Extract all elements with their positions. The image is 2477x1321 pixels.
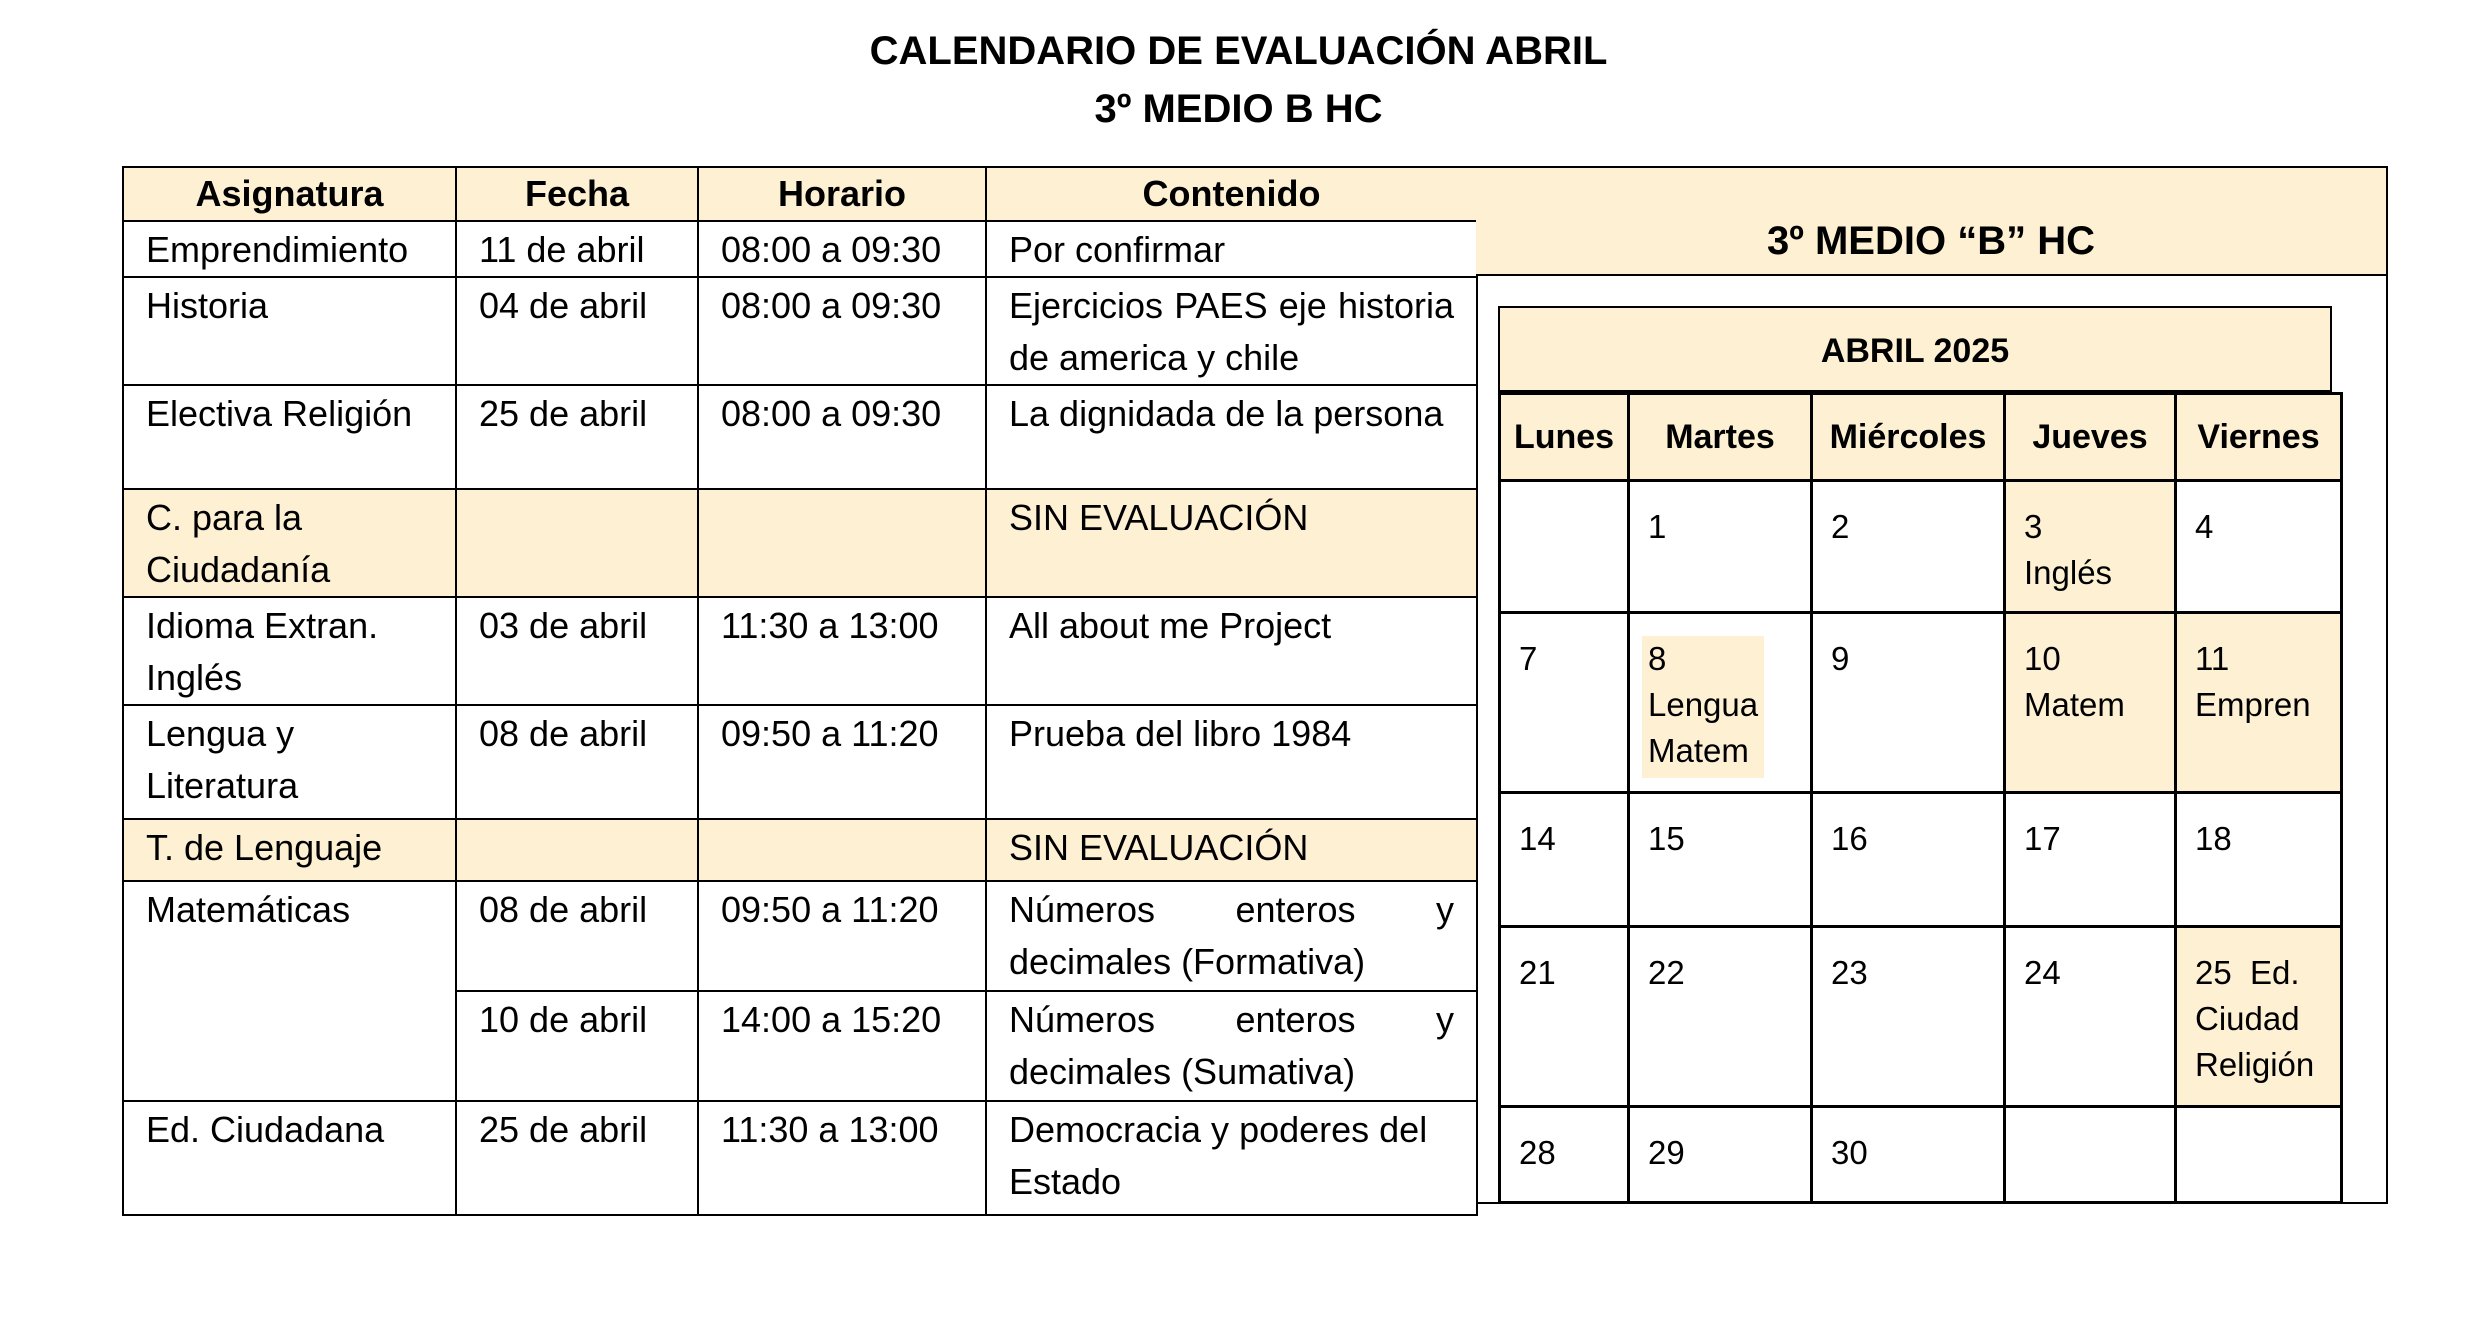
calendar-day-cell [1629,793,1812,927]
calendar-day-cell [2005,481,2176,613]
calendar-week-row [1500,1107,2342,1203]
day-number: 1 [1648,508,1667,545]
evaluation-note: Religión [2195,1046,2315,1083]
day-header-jueves: Jueves [2005,394,2176,481]
table-header-row [123,167,1477,221]
table-row [123,881,1477,991]
calendar-grid [1498,392,2343,1204]
calendar-day-cell [1812,927,2005,1107]
table-row [123,819,1477,881]
table-row [123,489,1477,597]
date-cell: 03 de abril [456,597,698,705]
calendar-day-cell [1812,1107,2005,1203]
calendar-day-cell [1629,481,1812,613]
subject-cell: Electiva Religión [123,385,456,489]
day-header-martes: Martes [1629,394,1812,481]
header-horario: Horario [698,167,986,221]
day-number: 3 [2024,508,2043,545]
calendar-day-cell [2005,613,2176,793]
day-number: 10 [2024,640,2061,677]
content-cell: Números enteros y decimales (Sumativa) [986,991,1477,1101]
subject-cell: Matemáticas [123,881,456,1101]
calendar-day-cell [1500,927,1629,1107]
evaluation-note: Ciudad [2195,1000,2300,1037]
day-header-viernes: Viernes [2176,394,2342,481]
day-header-lunes: Lunes [1500,394,1629,481]
calendar-day-cell [1812,613,2005,793]
time-cell [698,489,986,597]
header-asignatura: Asignatura [123,167,456,221]
content-cell: Prueba del libro 1984 [986,705,1477,819]
header-fecha: Fecha [456,167,698,221]
day-number: 25 Ed. [2195,954,2300,991]
calendar-week-row [1500,481,2342,613]
day-number: 21 [1519,954,1556,991]
calendar-day-cell [1812,793,2005,927]
date-cell: 08 de abril [456,881,698,991]
document-title: CALENDARIO DE EVALUACIÓN ABRIL [869,29,1608,73]
calendar-week-row [1500,793,2342,927]
subject-cell: Historia [123,277,456,385]
time-cell: 08:00 a 09:30 [698,385,986,489]
day-number: 28 [1519,1134,1556,1171]
content-cell: Por confirmar [986,221,1477,277]
evaluation-table [122,166,1478,1216]
calendar-day-cell [2176,481,2342,613]
day-number: 24 [2024,954,2061,991]
table-row [123,277,1477,385]
table-row [123,1101,1477,1215]
content-cell: Democracia y poderes del Estado [986,1101,1477,1215]
time-cell: 09:50 a 11:20 [698,881,986,991]
date-cell: 10 de abril [456,991,698,1101]
day-number: 16 [1831,820,1868,857]
calendar-day-cell [2176,613,2342,793]
day-header-miercoles: Miércoles [1812,394,2005,481]
table-row [123,597,1477,705]
time-cell: 11:30 a 13:00 [698,597,986,705]
day-number: 4 [2195,508,2214,545]
calendar-day-cell [2005,793,2176,927]
evaluation-note: Inglés [2024,554,2113,591]
time-cell: 09:50 a 11:20 [698,705,986,819]
calendar-day-cell [1629,1107,1812,1203]
day-number: 9 [1831,640,1850,677]
subject-cell: T. de Lenguaje [123,819,456,881]
calendar-day-cell [1500,793,1629,927]
date-cell: 25 de abril [456,1101,698,1215]
day-number: 23 [1831,954,1868,991]
day-number: 17 [2024,820,2061,857]
content-cell: Números enteros y decimales (Formativa) [986,881,1477,991]
content-cell: SIN EVALUACIÓN [986,489,1477,597]
date-cell [456,489,698,597]
table-row [123,221,1477,277]
day-number: 7 [1519,640,1538,677]
date-cell: 11 de abril [456,221,698,277]
day-number: 8 [1648,640,1667,677]
calendar-day-cell [2176,1107,2342,1203]
day-number: 2 [1831,508,1850,545]
content-cell: La dignidada de la persona [986,385,1477,489]
calendar-week-row [1500,613,2342,793]
calendar-week-row [1500,927,2342,1107]
time-cell: 08:00 a 09:30 [698,277,986,385]
day-number: 22 [1648,954,1685,991]
evaluation-note: Empren [2195,686,2311,723]
calendar-month-title: ABRIL 2025 [1498,306,2332,392]
subject-cell: Lengua y Literatura [123,705,456,819]
day-number: 29 [1648,1134,1685,1171]
date-cell: 04 de abril [456,277,698,385]
evaluation-note: Matem [1648,732,1749,769]
day-number: 11 [2195,640,2230,677]
content-cell: All about me Project [986,597,1477,705]
time-cell: 11:30 a 13:00 [698,1101,986,1215]
subject-cell: Idioma Extran. Inglés [123,597,456,705]
content-cell: Ejercicios PAES eje historia de america y chile [986,277,1477,385]
calendar-day-cell [1629,927,1812,1107]
calendar-day-cell [1500,1107,1629,1203]
calendar-day-cell [2176,927,2342,1107]
day-number: 30 [1831,1134,1868,1171]
header-contenido: Contenido [986,167,1477,221]
calendar-day-cell [1812,481,2005,613]
time-cell: 14:00 a 15:20 [698,991,986,1101]
subject-cell: Ed. Ciudadana [123,1101,456,1215]
day-number: 15 [1648,820,1685,857]
calendar-day-cell [2005,1107,2176,1203]
day-number: 18 [2195,820,2232,857]
date-cell: 08 de abril [456,705,698,819]
calendar-day-cell [1629,613,1812,793]
document-subtitle: 3º MEDIO B HC [1094,87,1383,131]
subject-cell: C. para la Ciudadanía [123,489,456,597]
panel-title: 3º MEDIO “B” HC [1476,168,2386,276]
time-cell: 08:00 a 09:30 [698,221,986,277]
evaluation-note: Matem [2024,686,2125,723]
table-row [123,385,1477,489]
content-cell: SIN EVALUACIÓN [986,819,1477,881]
evaluation-highlight [1642,636,1764,778]
date-cell [456,819,698,881]
date-cell: 25 de abril [456,385,698,489]
subject-cell: Emprendimiento [123,221,456,277]
calendar-day-cell [1500,613,1629,793]
evaluation-note: Lengua [1648,686,1759,723]
calendar-day-cell [1500,481,1629,613]
table-row [123,705,1477,819]
calendar-day-cell [2176,793,2342,927]
day-number: 14 [1519,820,1556,857]
calendar-day-header-row [1500,394,2342,481]
calendar-day-cell [2005,927,2176,1107]
time-cell [698,819,986,881]
